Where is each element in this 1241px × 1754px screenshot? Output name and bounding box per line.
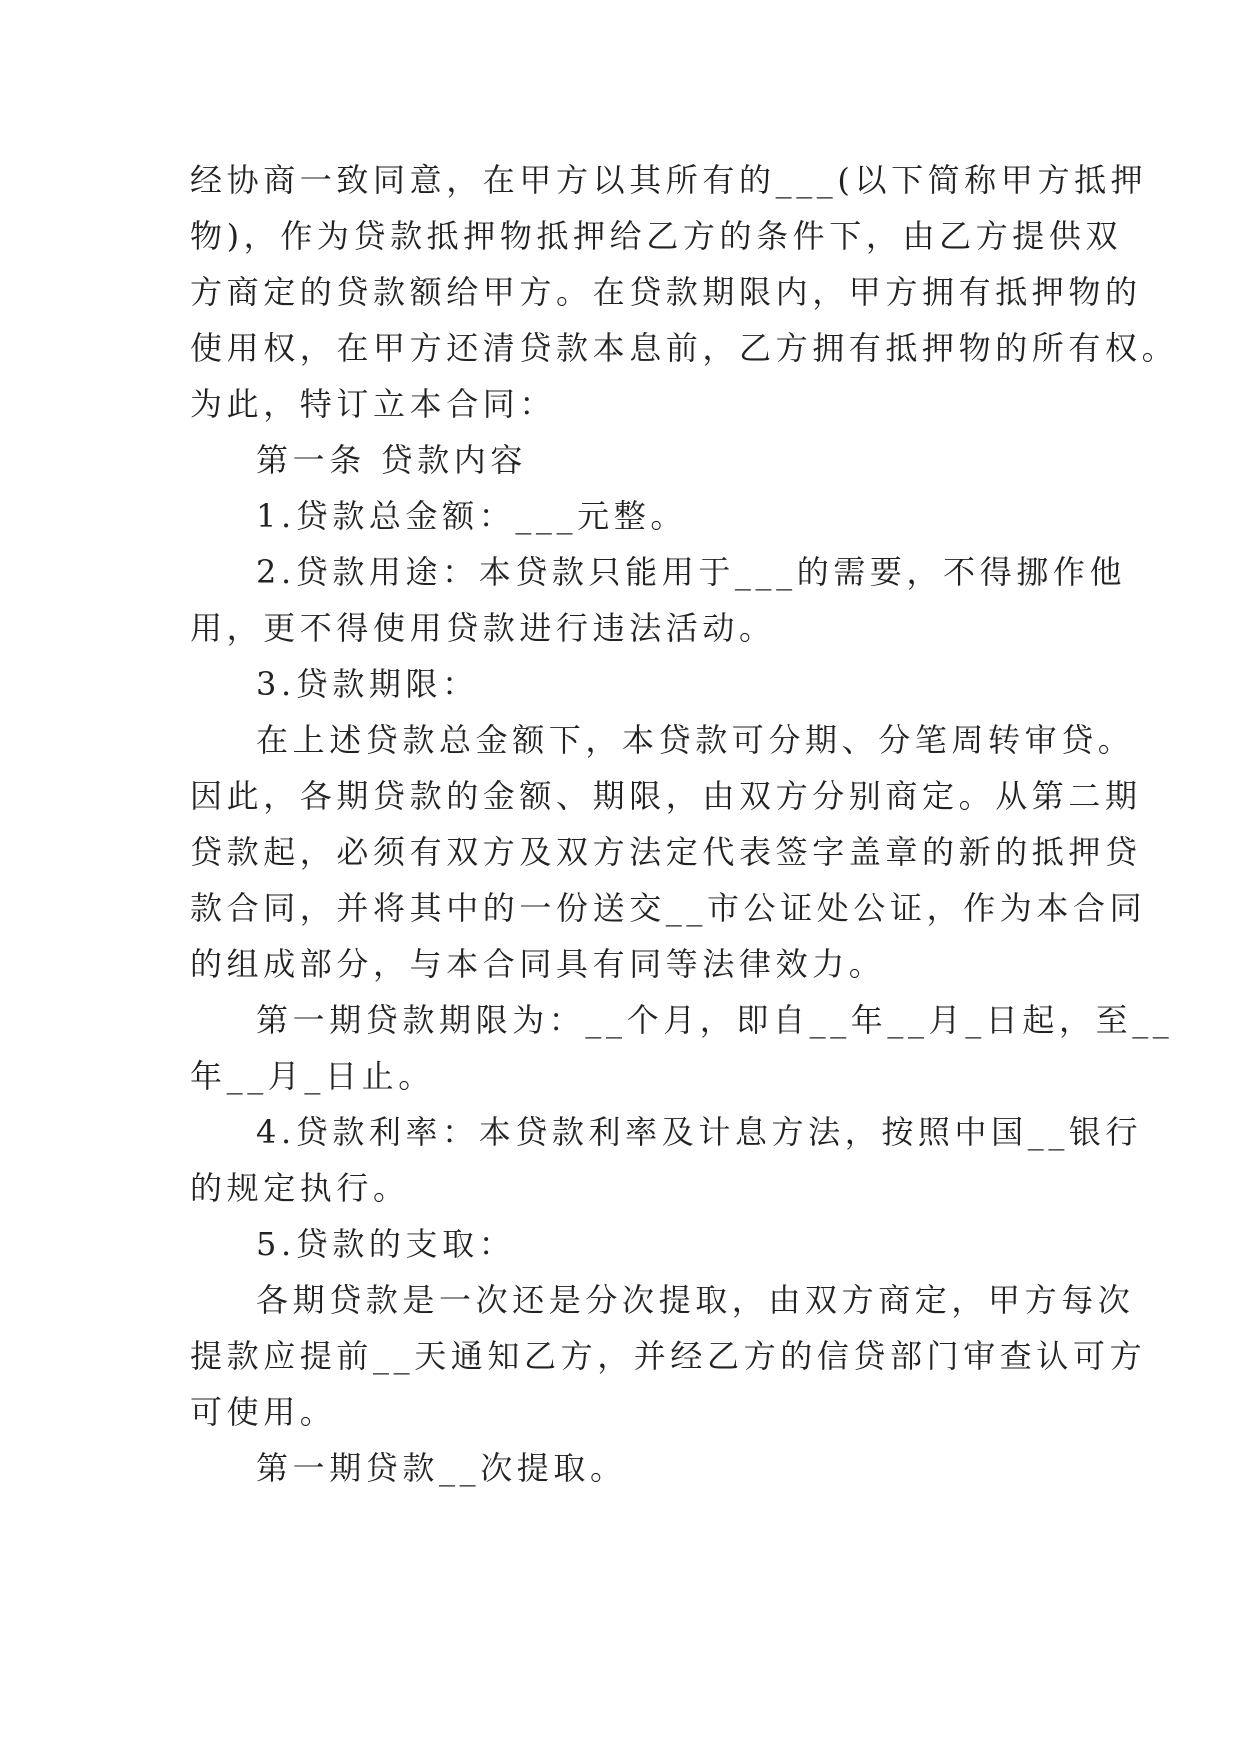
text-line: 5.贷款的支取： — [256, 1225, 516, 1263]
text-line: 经协商一致同意，在甲方以其所有的___(以下简称甲方抵押 — [190, 161, 1148, 199]
text-line: 可使用。 — [190, 1393, 337, 1431]
text-line: 第一期贷款期限为：__个月，即自__年__月_日起，至__ — [256, 1001, 1174, 1039]
text-line: 用，更不得使用贷款进行违法活动。 — [190, 609, 776, 647]
text-line: 款合同，并将其中的一份送交__市公证处公证，作为本合同 — [190, 889, 1147, 927]
text-line: 为此，特订立本合同： — [190, 385, 557, 423]
text-line: 使用权，在甲方还清贷款本息前，乙方拥有抵押物的所有权。 — [190, 329, 1179, 367]
text-line: 各期贷款是一次还是分次提取，由双方商定，甲方每次 — [256, 1281, 1135, 1319]
text-line: 年__月_日止。 — [190, 1057, 435, 1095]
text-line: 在上述贷款总金额下，本贷款可分期、分笔周转审贷。 — [256, 721, 1135, 759]
text-line: 因此，各期贷款的金额、期限，由双方分别商定。从第二期 — [190, 777, 1142, 815]
text-line: 1.贷款总金额：___元整。 — [256, 497, 687, 535]
text-line: 的规定执行。 — [190, 1169, 410, 1207]
text-line: 第一期贷款__次提取。 — [256, 1449, 627, 1487]
text-line: 3.贷款期限： — [256, 665, 479, 703]
text-line: 4.贷款利率：本贷款利率及计息方法，按照中国__银行 — [256, 1113, 1143, 1151]
text-line: 方商定的贷款额给甲方。在贷款期限内，甲方拥有抵押物的 — [190, 273, 1142, 311]
text-line: 贷款起，必须有双方及双方法定代表签字盖章的新的抵押贷 — [190, 833, 1142, 871]
text-line: 物)，作为贷款抵押物抵押给乙方的条件下，由乙方提供双 — [190, 217, 1123, 255]
text-line: 提款应提前__天通知乙方，并经乙方的信贷部门审查认可方 — [190, 1337, 1147, 1375]
text-line: 2.贷款用途：本贷款只能用于___的需要，不得挪作他 — [256, 553, 1127, 591]
text-line: 的组成部分，与本合同具有同等法律效力。 — [190, 945, 886, 983]
section-heading: 第一条 贷款内容 — [256, 441, 527, 479]
